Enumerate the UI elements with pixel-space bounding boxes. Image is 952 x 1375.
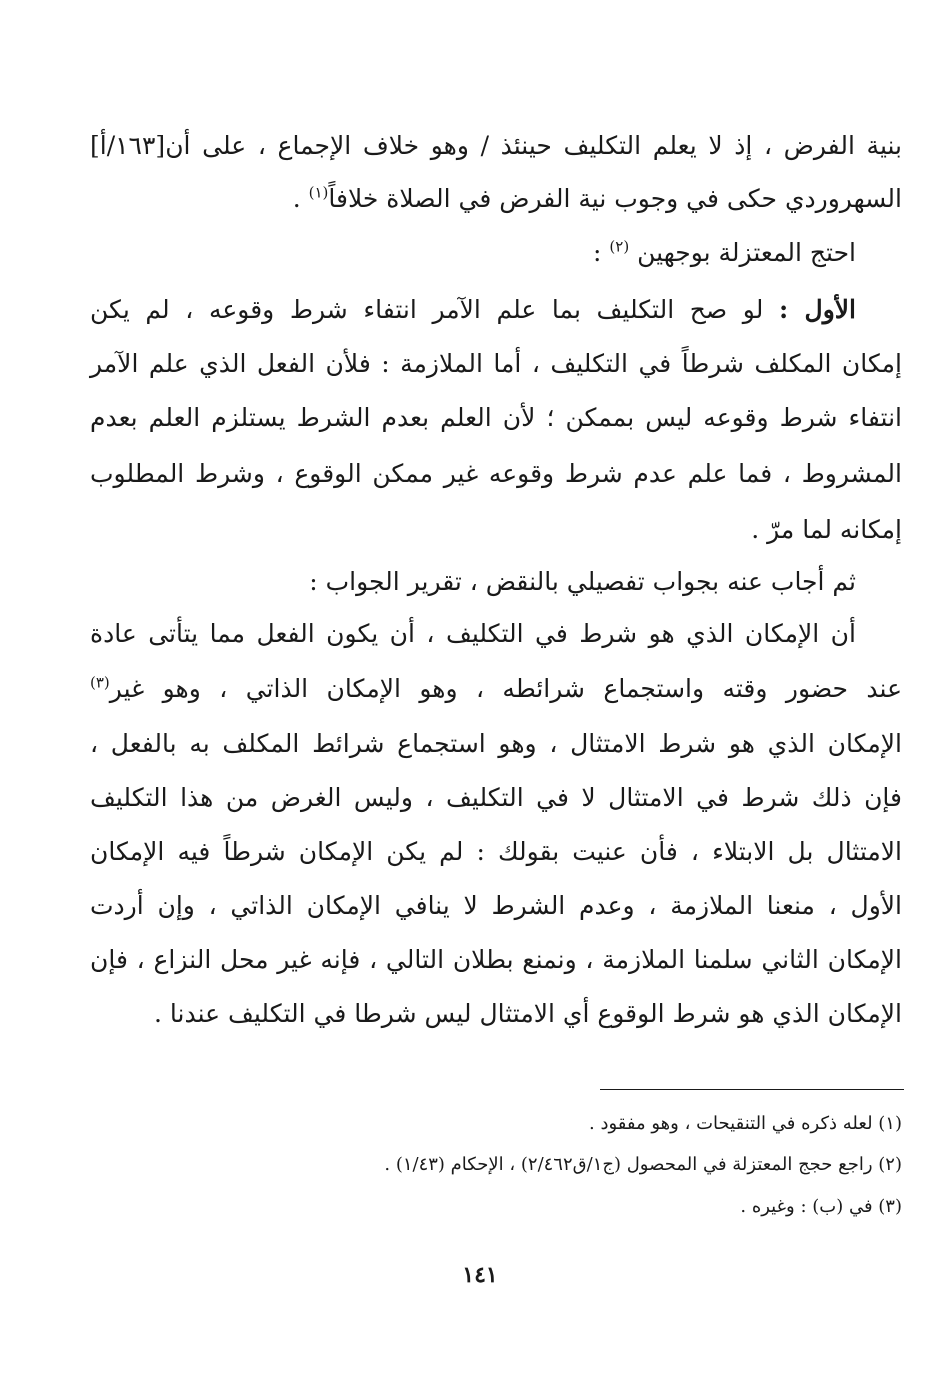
- text-line-7: [90, 454, 902, 494]
- text-line-12: [90, 724, 902, 764]
- text-line-15: [90, 886, 902, 926]
- text-line-15-content: الأول ، منعنا الملازمة ، وعدم الشرط لا ينافي الإمكان الذاتي ، وإن أردت: [90, 891, 902, 920]
- text-line-3-content: احتج المعتزلة بوجهين: [637, 238, 856, 267]
- line-2-period: .: [292, 184, 301, 213]
- text-line-7-content: المشروط ، فما علم عدم شرط وقوعه غير ممكن الوقوع ، وشرط المطلوب: [90, 459, 902, 488]
- folio-marker: [١٦٣/أ]: [90, 131, 166, 160]
- text-line-9: [90, 562, 856, 602]
- line-3-colon: :: [593, 238, 602, 267]
- text-line-4-content: لو صح التكليف بما علم الآمر انتفاء شرط وقوعه ، لم يكن: [90, 295, 764, 324]
- text-line-1: [90, 126, 902, 166]
- first-argument-label: الأول :: [778, 295, 856, 324]
- footnote-2: (٢) راجع حجج المعتزلة في المحصول (ج١/ق٢/٤٦٢) ، الإحكام (١/٤٣) .: [384, 1154, 902, 1175]
- text-line-1-content: بنية الفرض ، إذ لا يعلم التكليف حينئذ / وهو خلاف الإجماع ، على أن: [165, 131, 902, 160]
- text-line-14: [90, 832, 902, 872]
- text-line-5-content: إمكان المكلف شرطاً في التكليف ، أما الملازمة : فلأن الفعل الذي علم الآمر: [90, 349, 902, 378]
- text-line-6-content: انتفاء شرط وقوعه ليس بممكن ؛ لأن العلم بعدم الشرط يستلزم العلم بعدم: [90, 403, 902, 432]
- text-line-5: [90, 344, 902, 384]
- text-line-4: [90, 290, 856, 330]
- footnote-ref-1: (١): [308, 183, 329, 202]
- text-line-3: [90, 233, 856, 273]
- text-line-17: [90, 994, 902, 1034]
- text-line-10: [90, 614, 856, 654]
- text-line-8-content: إمكانه لما مرّ .: [751, 515, 902, 544]
- footnote-ref-3: (٣): [90, 673, 110, 692]
- text-line-11: [90, 669, 902, 709]
- footnote-3: (٣) في (ب) : وغيره .: [740, 1196, 902, 1217]
- text-line-13-content: فإن ذلك شرط في الامتثال لا في التكليف ، وليس الغرض من هذا التكليف: [90, 783, 902, 812]
- footnote-1: (١) لعله ذكره في التنقيحات ، وهو مفقود .: [589, 1113, 902, 1134]
- text-line-13: [90, 778, 902, 818]
- text-line-16-content: الإمكان الثاني سلمنا الملازمة ، ونمنع بطلان التالي ، فإنه غير محل النزاع ، فإن: [90, 945, 902, 974]
- footnote-separator: [600, 1089, 904, 1090]
- text-line-16: [90, 940, 902, 980]
- text-line-14-content: الامتثال بل الابتلاء ، فأن عنيت بقولك : لم يكن الإمكان شرطاً فيه الإمكان: [90, 837, 902, 866]
- footnote-ref-2: (٢): [609, 237, 630, 256]
- text-line-12-content: الإمكان الذي هو شرط الامتثال ، وهو استجماع شرائط المكلف به بالفعل ،: [90, 729, 902, 758]
- text-line-10-content: أن الإمكان الذي هو شرط في التكليف ، أن يكون الفعل مما يتأتى عادة: [90, 619, 856, 648]
- text-line-6: [90, 398, 902, 438]
- text-line-2: [90, 179, 902, 219]
- text-line-9-content: ثم أجاب عنه بجواب تفصيلي بالنقض ، تقرير الجواب :: [309, 567, 856, 596]
- text-line-2-content: السهروردي حكى في وجوب نية الفرض في الصلاة خلافاً: [328, 184, 902, 213]
- page-number: ١٤١: [462, 1262, 498, 1288]
- text-line-11-content: عند حضور وقته واستجماع شرائطه ، وهو الإمكان الذاتي ، وهو غير: [109, 674, 902, 703]
- text-line-17-content: الإمكان الذي هو شرط الوقوع أي الامتثال ليس شرطا في التكليف عندنا .: [154, 999, 902, 1028]
- text-line-8: [90, 510, 902, 550]
